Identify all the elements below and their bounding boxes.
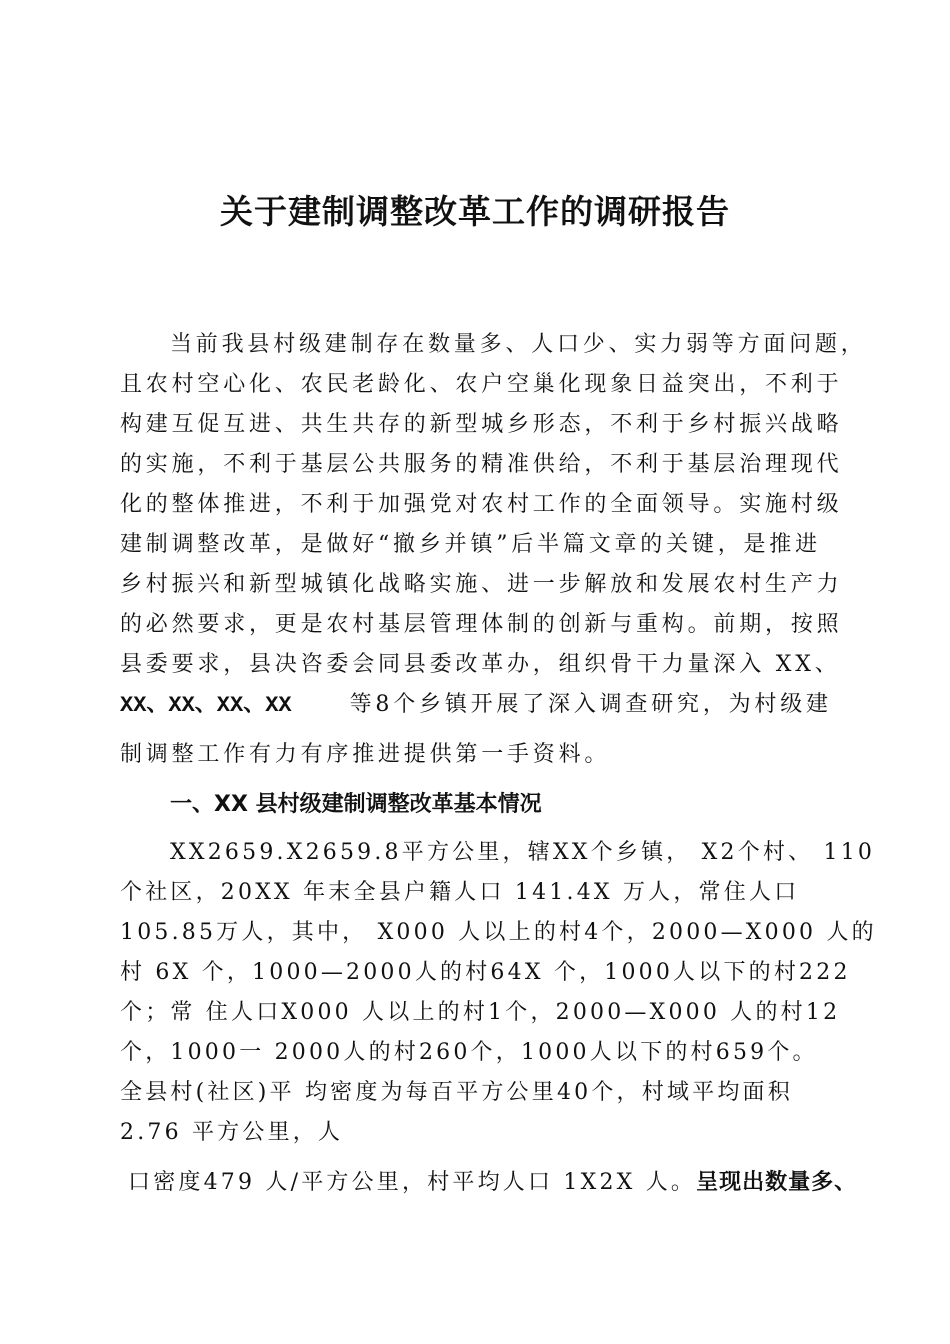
intro-line-5: 化的整体推进，不利于加强党对农村工作的全面领导。实施村级	[120, 492, 843, 517]
section-1-line-5: 个；常 住人口X000 人以上的村1个，2000—X000 人的村12	[120, 1000, 841, 1025]
section-1-line-1: XX2659.X2659.8平方公里，辖XX个乡镇， X2个村、 110	[170, 840, 876, 865]
document-title: 关于建制调整改革工作的调研报告	[220, 192, 730, 231]
intro-line-11: 制调整工作有力有序推进提供第一手资料。	[120, 742, 611, 767]
section-1-heading: 一、XX 县村级建制调整改革基本情况	[170, 792, 542, 817]
section-1-line-2: 个社区，20XX 年末全县户籍人口 141.4X 万人，常住人口	[120, 880, 800, 905]
section-1-line-8: 2.76 平方公里，人	[120, 1120, 344, 1145]
section-1-line-4: 村 6X 个，1000—2000人的村64X 个，1000人以下的村222	[120, 960, 851, 985]
intro-line-10-rest: 等8个乡镇开展了深入调查研究，为村级建	[349, 692, 832, 717]
intro-line-8: 的必然要求，更是农村基层管理体制的创新与重构。前期，按照	[120, 612, 843, 637]
intro-line-6: 建制调整改革，是做好“撤乡并镇”后半篇文章的关键，是推进	[120, 532, 821, 557]
intro-town-list: XX、XX、XX、XX	[120, 693, 292, 718]
intro-line-4: 的实施，不利于基层公共服务的精准供给，不利于基层治理现代	[120, 452, 843, 477]
intro-line-1: 当前我县村级建制存在数量多、人口少、实力弱等方面问题，	[170, 332, 867, 357]
section-1-line-9	[128, 1168, 857, 1198]
section-1-line-9-text: 口密度479 人/平方公里，村平均人口 1X2X 人。	[128, 1170, 697, 1195]
intro-line-9: 县委要求，县决咨委会同县委改革办，组织骨干力量深入 XX、	[120, 652, 841, 677]
intro-line-2: 且农村空心化、农民老龄化、农户空巢化现象日益突出，不利于	[120, 372, 843, 397]
intro-line-3: 构建互促互进、共生共存的新型城乡形态，不利于乡村振兴战略	[120, 412, 843, 437]
section-1-line-3: 105.85万人，其中， X000 人以上的村4个，2000—X000 人的	[120, 920, 877, 945]
intro-line-7: 乡村振兴和新型城镇化战略实施、进一步解放和发展农村生产力	[120, 572, 843, 597]
section-1-line-6: 个，1000一 2000人的村260个，1000人以下的村659个。	[120, 1040, 818, 1065]
intro-line-10	[120, 690, 832, 721]
section-1-line-7: 全县村(社区)平 均密度为每百平方公里40个，村域平均面积	[120, 1080, 793, 1105]
section-1-emphasis: 呈现出数量多、	[696, 1170, 858, 1195]
